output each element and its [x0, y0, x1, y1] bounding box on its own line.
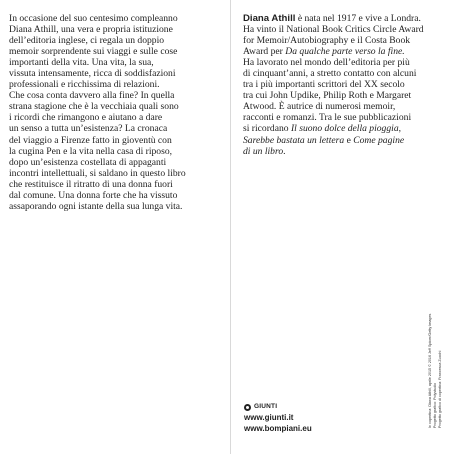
- bio-line: for Memoir/Autobiography e il Costa Book: [243, 35, 411, 47]
- bio-line: Atwood. È autrice di numerosi memoir,: [243, 101, 396, 113]
- synopsis-line: vissuta intensamente, ricca di soddisfazioni: [9, 68, 176, 80]
- synopsis-line: un senso a tutta un’esistenza? La cronaca: [9, 123, 168, 135]
- bio-line: tra cui John Updike, Philip Roth e Margaret: [243, 90, 412, 102]
- publisher-logo-text: GIUNTI: [254, 403, 278, 411]
- credit-line: Progetto grafico: Polystudio: [432, 382, 437, 428]
- synopsis-line: dopo un’esistenza costellata di appaganti: [9, 156, 167, 168]
- publisher-url: www.bompiani.eu: [244, 423, 312, 433]
- book-title: Sarebbe bastata un lettera: [243, 134, 345, 146]
- bio-line: [243, 135, 455, 146]
- bio-text: Award per: [243, 46, 286, 58]
- book-title: di un libro: [243, 145, 284, 157]
- fold-line: [230, 0, 231, 454]
- book-title: Come pagine: [353, 134, 405, 146]
- synopsis-line: Diana Athill, una vera e propria istituzione: [9, 24, 173, 36]
- synopsis-line: del viaggio a Firenze fatto in gioventù con: [9, 134, 172, 146]
- bio-text: si ricordano: [243, 123, 291, 135]
- bio-line: Ha lavorato nel mondo dell’editoria per più: [243, 57, 410, 69]
- book-synopsis: [9, 13, 214, 212]
- bio-line: [243, 123, 455, 134]
- bio-line: di cinquant’anni, a stretto contatto con alcuni: [243, 68, 417, 80]
- credit-line: In copertina: Diana Athill, aprile 2015 © 2016 Jeff Spicer/Getty Images: [428, 313, 432, 428]
- synopsis-line: professionali e ricchissima di relazioni.: [9, 79, 160, 91]
- image-credits: [428, 308, 458, 428]
- bio-text: è nata nel 1917 e vive a Londra.: [295, 13, 421, 24]
- author-bio: [243, 13, 455, 157]
- bio-line: racconti e romanzi. Tra le sue pubblicazioni: [243, 112, 412, 124]
- synopsis-line: strana stagione che è la vecchiaia quali sono: [9, 101, 179, 113]
- bio-text: .: [283, 145, 286, 157]
- credit-line: Progetto grafico di copertina: Francesca Zucchi: [437, 350, 442, 428]
- book-title: Da qualche parte verso la fine.: [285, 46, 405, 58]
- book-title: Il suono dolce della pioggia,: [290, 123, 402, 135]
- synopsis-line: Che cosa conta davvero alla fine? In quella: [9, 90, 175, 102]
- synopsis-line: che restituisce il ritratto di una donna fuori: [9, 178, 173, 190]
- giunti-logo-icon: [244, 404, 251, 411]
- bio-line: [243, 146, 455, 157]
- bio-line: [243, 13, 455, 24]
- synopsis-line: incontri intellettuali, si saldano in questo libro: [9, 167, 186, 179]
- bio-line: [243, 46, 455, 57]
- synopsis-line: In occasione del suo centesimo compleanno: [9, 13, 178, 24]
- bio-line: Ha vinto il National Book Critics Circle Award: [243, 24, 424, 36]
- synopsis-line: memoir sorprendente sui viaggi e sulle cose: [9, 46, 178, 58]
- publisher-logo: [244, 403, 312, 412]
- synopsis-line: dell’editoria inglese, ci regala un doppio: [9, 35, 165, 47]
- publisher-url: www.giunti.it: [244, 413, 294, 422]
- bio-text: e: [344, 134, 354, 146]
- bio-line: tra i più importanti scrittori del XX secolo: [243, 79, 405, 91]
- synopsis-line: la cugina Pen e la vita nella casa di riposo,: [9, 145, 173, 157]
- publisher-block: [244, 403, 312, 434]
- synopsis-line: i ricordi che rimangono e aiutano a dare: [9, 112, 163, 124]
- author-name: Diana Athill: [243, 13, 296, 24]
- synopsis-line: importanti della vita. Una vita, la sua,: [9, 57, 154, 69]
- synopsis-line: assaporando ogni istante della sua lunga vita.: [9, 200, 183, 212]
- synopsis-line: dal comune. Una donna forte che ha vissuto: [9, 189, 178, 201]
